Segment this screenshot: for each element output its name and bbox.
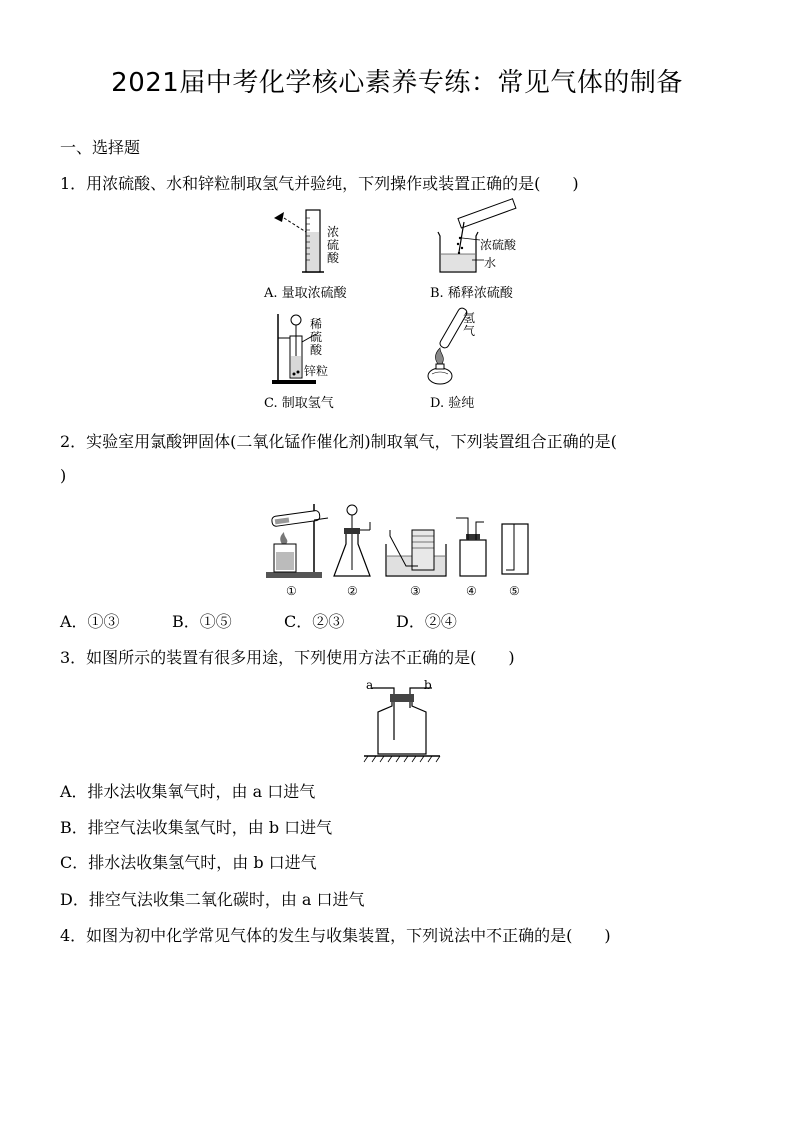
label-water: 水 <box>484 256 497 270</box>
question-1-stem: 1．用浓硫酸、水和锌粒制取氢气并验纯，下列操作或装置正确的是( ) <box>60 174 579 193</box>
label-hydrogen: 氢气 <box>463 311 476 338</box>
q2-option-d[interactable]: D．②④ <box>396 612 457 631</box>
apparatus-number-4: ④ <box>466 584 477 598</box>
caption-q1-b: B. 稀释浓硫酸 <box>430 286 513 301</box>
caption-q1-a: A. 量取浓硫酸 <box>264 286 347 301</box>
figure-q3-gas-bottle <box>364 680 440 766</box>
q3-option-a[interactable]: A．排水法收集氧气时，由 a 口进气 <box>60 782 316 801</box>
label-dilute-acid: 稀硫酸 <box>310 317 323 357</box>
page-title: 2021届中考化学核心素养专练：常见气体的制备 <box>111 68 683 98</box>
label-concentrated-acid-a: 浓硫酸 <box>327 225 340 265</box>
label-zinc: 锌粒 <box>304 364 329 378</box>
apparatus-5-gas-bottle <box>502 524 528 574</box>
apparatus-2-flask <box>334 505 370 576</box>
label-port-a: a <box>366 678 374 692</box>
eye-icon <box>274 212 284 222</box>
q2-option-b[interactable]: B．①⑤ <box>172 612 232 631</box>
figure-q2-apparatus <box>262 500 534 584</box>
question-2-stem-line2: ) <box>60 466 67 485</box>
label-concentrated-acid-b: 浓硫酸 <box>480 238 517 252</box>
apparatus-number-3: ③ <box>410 584 421 598</box>
apparatus-number-2: ② <box>347 584 358 598</box>
q3-option-b[interactable]: B．排空气法收集氢气时，由 b 口进气 <box>60 818 333 837</box>
question-2-stem-line1: 2．实验室用氯酸钾固体(二氧化锰作催化剂)制取氧气，下列装置组合正确的是( <box>60 432 617 451</box>
q2-option-a[interactable]: A．①③ <box>60 612 120 631</box>
apparatus-3-water-trough <box>386 530 446 576</box>
question-2-options <box>60 612 457 632</box>
caption-q1-d: D. 验纯 <box>430 396 475 411</box>
apparatus-4-gas-bottle <box>456 518 486 576</box>
q3-option-c[interactable]: C．排水法收集氢气时，由 b 口进气 <box>60 853 317 872</box>
label-port-b: b <box>424 678 432 692</box>
q2-option-c[interactable]: C．②③ <box>284 612 345 631</box>
section-heading: 一、选择题 <box>60 138 141 157</box>
q3-option-d[interactable]: D．排空气法收集二氧化碳时，由 a 口进气 <box>60 890 365 909</box>
apparatus-number-5: ⑤ <box>509 584 520 598</box>
apparatus-number-1: ① <box>286 584 297 598</box>
caption-q1-c: C. 制取氢气 <box>264 396 334 411</box>
question-3-stem: 3．如图所示的装置有很多用途，下列使用方法不正确的是( ) <box>60 648 515 667</box>
apparatus-1-heating <box>266 504 328 578</box>
question-4-stem: 4．如图为初中化学常见气体的发生与收集装置，下列说法中不正确的是( ) <box>60 926 611 945</box>
